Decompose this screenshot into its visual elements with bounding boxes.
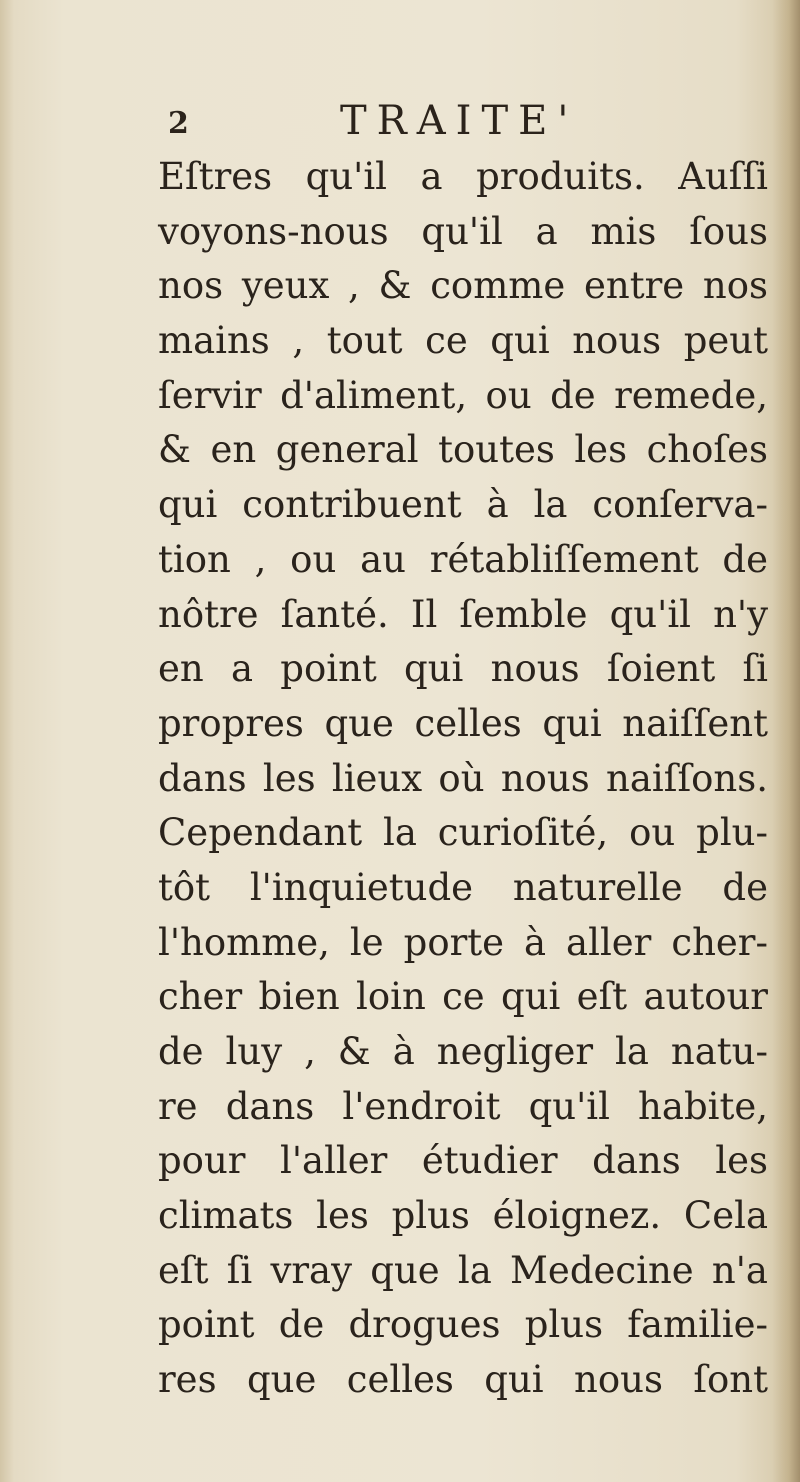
text-line: mains , tout ce qui nous peut: [158, 319, 768, 363]
text-line: point de drogues plus familie-: [158, 1303, 768, 1347]
running-head: [160, 98, 760, 148]
text-line: nôtre ſanté. Il ſemble qu'il n'y: [158, 592, 768, 636]
text-line: voyons-nous qu'il a mis ſous: [158, 209, 768, 253]
text-line: eſt ſi vray que la Medecine n'a: [158, 1248, 768, 1292]
body-text: [158, 150, 768, 1408]
text-line: tion , ou au rétabliſſement de: [158, 537, 768, 581]
text-line: en a point qui nous ſoient ſi: [158, 647, 768, 691]
text-line: Cependant la curioſité, ou plu-: [158, 811, 768, 855]
text-line: climats les plus éloignez. Cela: [158, 1194, 768, 1238]
page-number: 2: [168, 106, 189, 141]
text-line: ſervir d'aliment, ou de remede,: [158, 373, 768, 417]
text-line: res que celles qui nous ſont: [158, 1358, 768, 1402]
text-line: tôt l'inquietude naturelle de: [158, 865, 768, 909]
text-line: & en general toutes les choſes: [158, 428, 768, 472]
text-line: de luy , & à negliger la natu-: [158, 1030, 768, 1073]
text-line: Eſtres qu'il a produits. Auſſi: [158, 155, 768, 198]
page-left-edge: [0, 0, 14, 1482]
text-line: pour l'aller étudier dans les: [158, 1139, 768, 1183]
running-title: TRAITE': [340, 98, 579, 144]
text-line: dans les lieux où nous naiſſons.: [158, 756, 768, 800]
text-line: qui contribuent à la conſerva-: [158, 483, 768, 527]
text-line: nos yeux , & comme entre nos: [158, 264, 768, 308]
text-line: propres que celles qui naiſſent: [158, 701, 768, 745]
text-line: l'homme, le porte à aller cher-: [158, 920, 768, 964]
text-line: cher bien loin ce qui eſt autour: [158, 975, 768, 1019]
binding-shadow: [772, 0, 800, 1482]
text-line: re dans l'endroit qu'il habite,: [158, 1084, 768, 1128]
